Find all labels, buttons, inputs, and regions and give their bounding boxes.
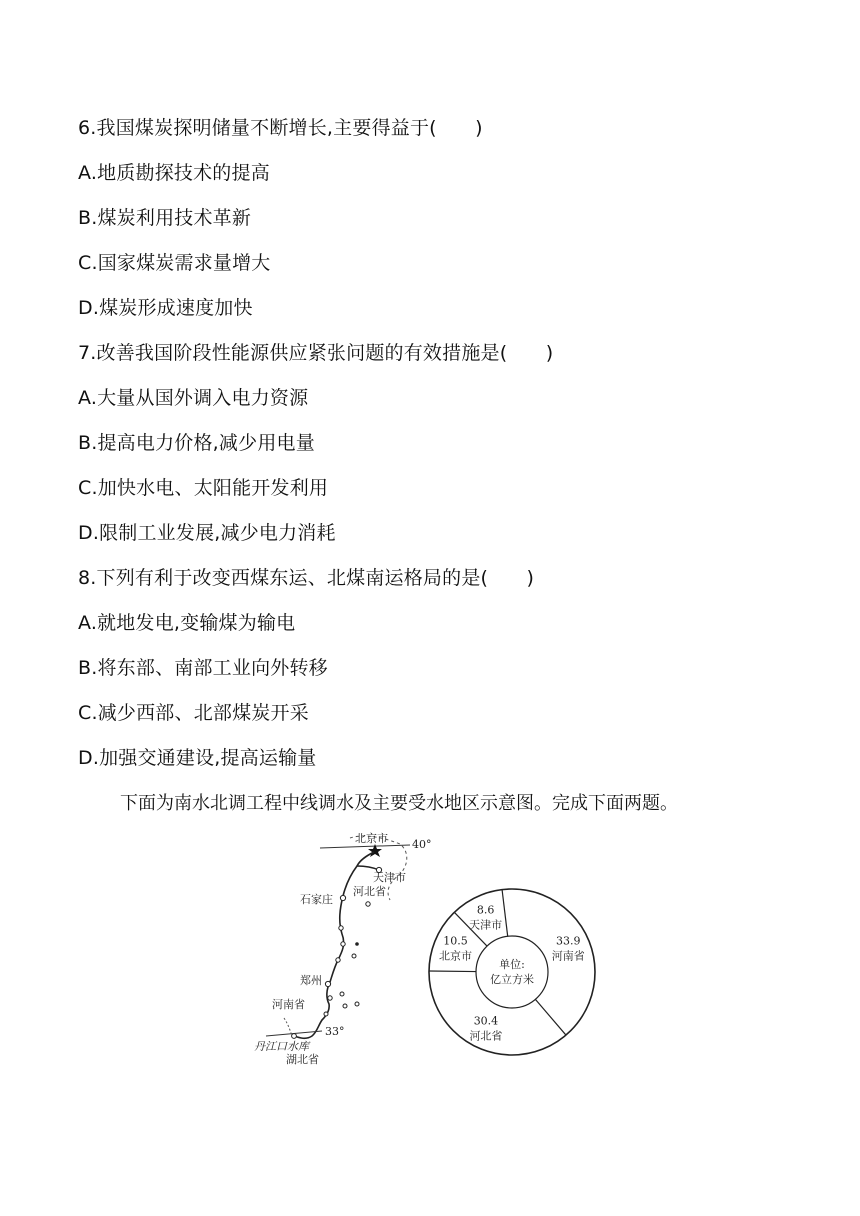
question-8-option-c: C.减少西部、北部煤炭开采 <box>78 702 309 724</box>
latitude-33-label: 33° <box>325 1025 345 1038</box>
pie-slice-divider <box>429 971 476 972</box>
hebei-city-marker <box>366 902 370 906</box>
pie-slice-label: 河北省 <box>469 1029 503 1043</box>
reservoir-border-dashed <box>284 1018 292 1036</box>
question-6-option-b: B.煤炭利用技术革新 <box>78 207 252 229</box>
pie-slice-value: 10.5 <box>443 934 468 948</box>
hebei-label: 河北省 <box>353 885 386 898</box>
city-marker-3 <box>336 958 340 962</box>
question-8-option-b: B.将东部、南部工业向外转移 <box>78 657 328 679</box>
allocation-pie-chart <box>429 889 595 1055</box>
question-7-stem: 7.改善我国阶段性能源供应紧张问题的有效措施是( ) <box>78 342 554 364</box>
question-7-option-c: C.加快水电、太阳能开发利用 <box>78 477 329 499</box>
question-6-option-a: A.地质勘探技术的提高 <box>78 162 270 184</box>
zhengzhou-marker <box>325 981 330 986</box>
city-marker-1 <box>339 926 343 930</box>
pie-unit-line2: 亿立方米 <box>490 973 534 986</box>
route-map <box>254 831 432 1066</box>
question-8-option-a: A.就地发电,变输煤为输电 <box>78 612 296 634</box>
question-7-option-a: A.大量从国外调入电力资源 <box>78 387 309 409</box>
pie-slice-label: 北京市 <box>439 949 473 963</box>
zhengzhou-label: 郑州 <box>300 974 322 987</box>
question-7-option-d: D.限制工业发展,减少电力消耗 <box>78 522 336 544</box>
pie-inner-circle <box>476 936 548 1008</box>
question-8-stem: 8.下列有利于改变西煤东运、北煤南运格局的是( ) <box>78 567 535 589</box>
pie-slice-value: 33.9 <box>556 934 581 948</box>
pie-slice-label: 天津市 <box>469 918 503 932</box>
shijiazhuang-label: 石家庄 <box>300 893 333 906</box>
henan-label: 河南省 <box>272 998 305 1011</box>
question-8-option-d: D.加强交通建设,提高运输量 <box>78 747 317 769</box>
city-marker-8 <box>355 1002 359 1006</box>
city-marker-4 <box>352 954 356 958</box>
question-7-option-b: B.提高电力价格,减少用电量 <box>78 432 315 454</box>
hubei-label: 湖北省 <box>286 1053 319 1066</box>
question-6-stem: 6.我国煤炭探明储量不断增长,主要得益于( ) <box>78 117 483 139</box>
figure-intro-text: 下面为南水北调工程中线调水及主要受水地区示意图。完成下面两题。 <box>120 793 678 814</box>
city-marker-5 <box>328 996 332 1000</box>
city-marker-7 <box>343 1004 347 1008</box>
question-6-option-d: D.煤炭形成速度加快 <box>78 297 253 319</box>
main-canal-route <box>294 852 374 1038</box>
latitude-40-label: 40° <box>412 838 432 851</box>
danjiangkou-marker <box>292 1034 297 1039</box>
latitude-40-line <box>320 845 410 848</box>
pie-slice-value: 8.6 <box>476 903 495 917</box>
tianjin-label: 天津市 <box>373 871 406 884</box>
beijing-label: 北京市 <box>355 832 388 845</box>
city-marker-9 <box>324 1012 328 1016</box>
pie-slice-label: 河南省 <box>551 949 585 963</box>
pie-slice-value: 30.4 <box>473 1014 499 1028</box>
shijiazhuang-marker <box>340 895 345 900</box>
city-marker-6 <box>340 992 344 996</box>
tianjin-branch-line <box>357 866 379 870</box>
pie-unit-line1: 单位: <box>499 958 525 971</box>
water-diversion-figure <box>250 826 620 1076</box>
danjiangkou-label: 丹江口水库 <box>254 1040 309 1053</box>
city-marker-2 <box>341 942 345 946</box>
figure-svg <box>250 826 620 1076</box>
question-6-option-c: C.国家煤炭需求量增大 <box>78 252 271 274</box>
city-dot-1 <box>355 942 359 946</box>
